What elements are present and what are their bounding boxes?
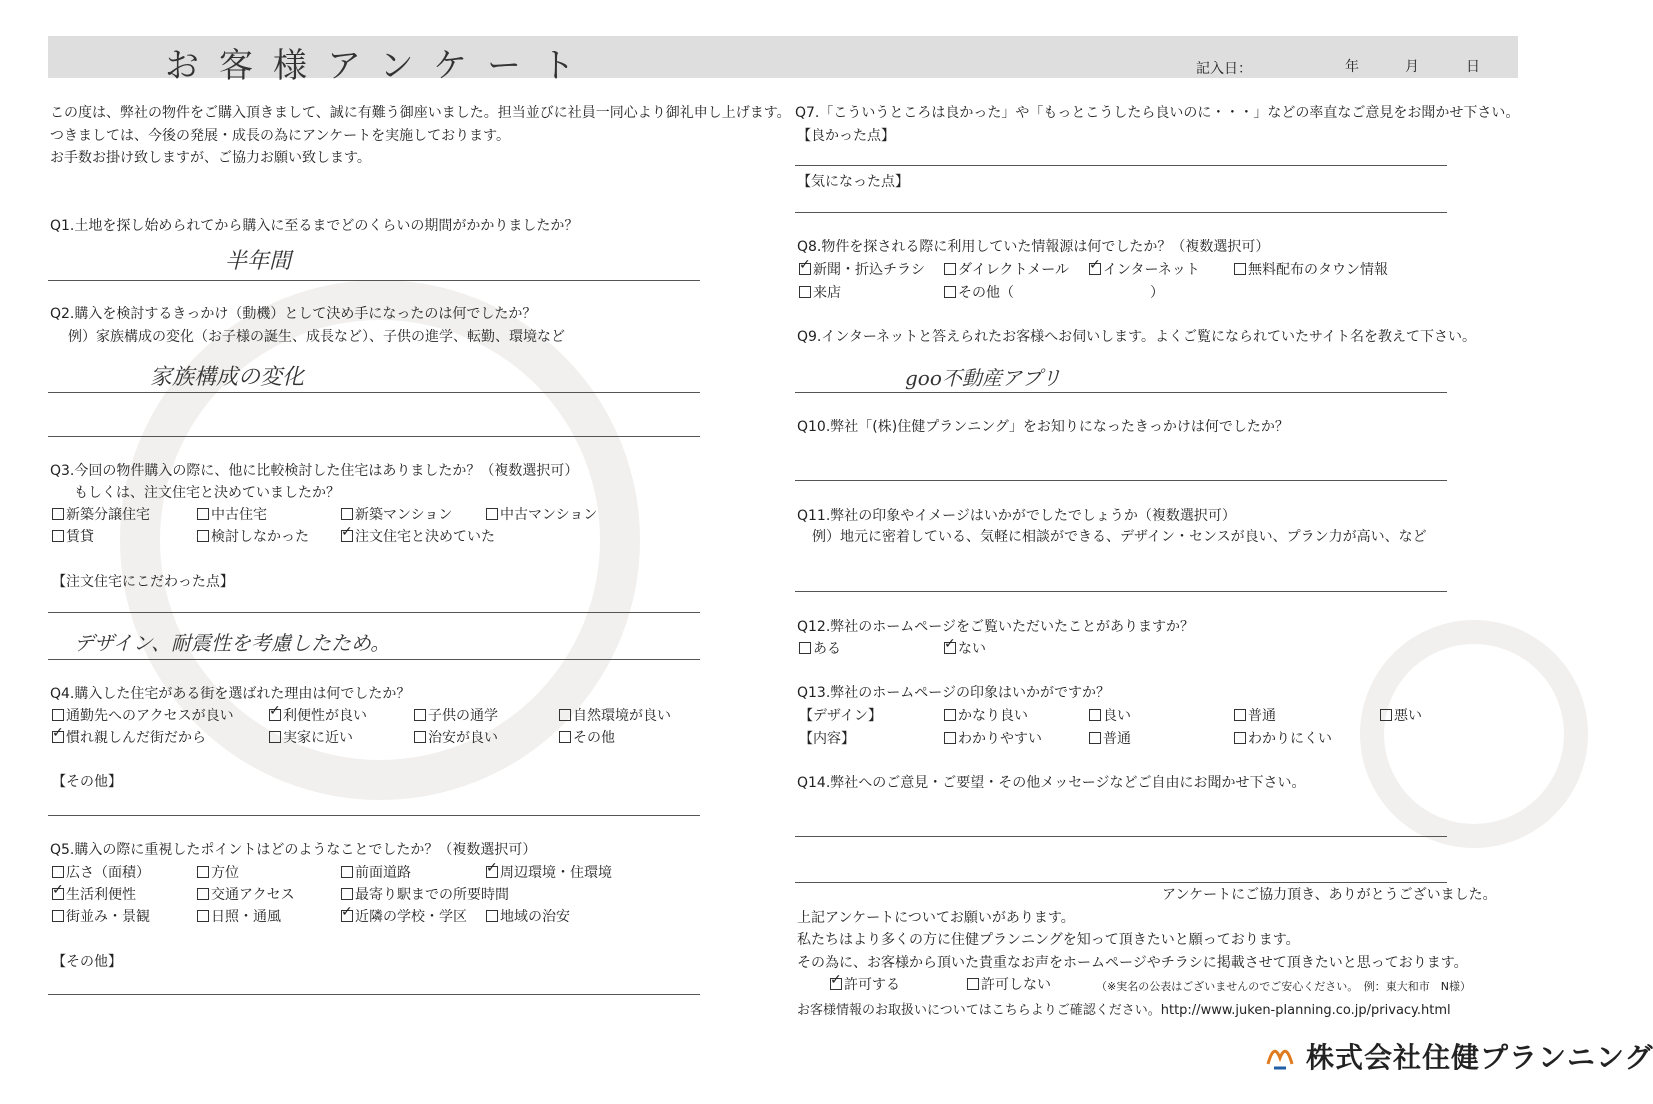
checkbox[interactable] (197, 530, 209, 542)
q13-design-label: 【デザイン】 (799, 708, 883, 724)
q5-option-area-safety[interactable]: 地域の治安 (486, 908, 570, 926)
q5-option-station-time[interactable]: 最寄り駅までの所要時間 (341, 886, 509, 904)
q4-option-other[interactable]: その他 (559, 729, 615, 747)
checkbox[interactable] (197, 508, 209, 520)
checkbox-checked[interactable] (1089, 263, 1101, 275)
q4-option-commute[interactable]: 通勤先へのアクセスが良い (52, 707, 234, 725)
q2-text: Q2.購入を検討するきっかけ（動機）として決め手になったのは何でしたか？ (50, 306, 537, 322)
q12-option-no[interactable]: ✓ ない (944, 640, 986, 658)
q5-option-area[interactable]: 広さ（面積） (52, 864, 150, 882)
q5-option-living-convenience[interactable]: ✓生活利便性 (52, 886, 136, 904)
checkbox[interactable] (799, 642, 811, 654)
q4-option-school[interactable]: 子供の通学 (414, 707, 498, 725)
q10-text: Q10.弊社「(株)住健プランニング」をお知りになったきっかけは何でしたか？ (797, 419, 1289, 435)
q4-option-safety[interactable]: 治安が良い (414, 729, 498, 747)
q3-option-new-house[interactable]: 新築分譲住宅 (52, 506, 150, 524)
footer-thanks: アンケートにご協力頂き、ありがとうございました。 (1162, 887, 1497, 903)
q11-text: Q11.弊社の印象やイメージはいかがでしたでしょうか（複数選択可） (797, 508, 1236, 524)
q7-concern-label: 【気になった点】 (797, 174, 909, 190)
checkbox-checked[interactable] (52, 888, 64, 900)
q8-option-internet[interactable]: ✓ インターネット (1089, 261, 1200, 279)
checkbox-checked[interactable] (830, 978, 842, 990)
checkbox[interactable] (1234, 732, 1246, 744)
footer-note: （※実名の公表はございませんのでご安心ください。 例：東大和市 N様） (1096, 980, 1471, 993)
checkbox-checked[interactable] (52, 731, 64, 743)
footer-request-3: その為に、お客様から頂いた貴重なお声をホームページやチラシに掲載させて頂きたいと思っております。 (797, 955, 1468, 971)
checkbox[interactable] (799, 286, 811, 298)
checkbox[interactable] (1234, 709, 1246, 721)
q10-answer-line (795, 480, 1447, 481)
checkbox-checked[interactable] (269, 709, 281, 721)
checkbox[interactable] (52, 508, 64, 520)
q4-option-familiar[interactable]: ✓慣れ親しんだ街だから (52, 729, 206, 747)
checkbox-checked[interactable] (944, 642, 956, 654)
checkbox[interactable] (197, 910, 209, 922)
checkbox-checked[interactable] (341, 530, 353, 542)
q2-answer[interactable]: 家族構成の変化 (150, 365, 305, 390)
q4-option-nature[interactable]: 自然環境が良い (559, 707, 671, 725)
q8-option-direct-mail[interactable]: ダイレクトメール (944, 261, 1069, 279)
date-label: 記入日： (1196, 61, 1252, 77)
intro-line-3: お手数お掛け致しますが、ご協力お願い致します。 (50, 150, 371, 166)
q14-answer-line-1 (795, 836, 1447, 837)
q2-answer-line-1 (48, 392, 700, 393)
q9-answer[interactable]: goo不動産アプリ (905, 366, 1062, 390)
q3-option-used-house[interactable]: 中古住宅 (197, 506, 267, 524)
checkbox[interactable] (486, 910, 498, 922)
checkbox[interactable] (486, 508, 498, 520)
q13-design-normal[interactable]: 普通 (1234, 707, 1276, 725)
checkbox[interactable] (559, 709, 571, 721)
q1-answer-line (48, 280, 700, 281)
checkbox[interactable] (52, 866, 64, 878)
q12-text: Q12.弊社のホームページをご覧いただいたことがありますか？ (797, 619, 1195, 635)
q1-text: Q1.土地を探し始められてから購入に至るまでどのくらいの期間がかかりましたか？ (50, 218, 579, 234)
q3-option-rental[interactable]: 賃貸 (52, 528, 94, 546)
q5-option-direction[interactable]: 方位 (197, 864, 239, 882)
checkbox[interactable] (52, 709, 64, 721)
checkbox[interactable] (559, 731, 571, 743)
q8-other-close: ） (1150, 285, 1164, 301)
checkbox[interactable] (341, 866, 353, 878)
q5-option-transport[interactable]: 交通アクセス (197, 886, 295, 904)
q3-text-2: もしくは、注文住宅と決めていましたか？ (74, 485, 340, 501)
q7-good-label: 【良かった点】 (797, 128, 895, 144)
q5-option-sunlight[interactable]: 日照・通風 (197, 908, 281, 926)
q13-design-good[interactable]: 良い (1089, 707, 1131, 725)
checkbox[interactable] (1089, 732, 1101, 744)
q5-other-line (48, 994, 700, 995)
q8-option-visit[interactable]: 来店 (799, 284, 841, 302)
q5-option-environment[interactable]: ✓ 周辺環境・住環境 (486, 864, 612, 882)
checkbox[interactable] (197, 888, 209, 900)
checkbox[interactable] (944, 286, 956, 298)
q11-answer-line (795, 591, 1447, 592)
intro-line-1: この度は、弊社の物件をご購入頂きまして、誠に有難う御座いました。担当並びに社員一同心より御礼申し上げます。 (50, 105, 791, 121)
q3-sub-label: 【注文住宅にこだわった点】 (52, 574, 234, 590)
checkbox-checked[interactable] (799, 263, 811, 275)
q12-option-yes[interactable]: ある (799, 640, 841, 658)
q1-answer[interactable]: 半年間 (225, 249, 292, 274)
q7-text: Q7.「こういうところは良かった」や「もっとこうしたら良いのに・・・」などの率直なご意見をお聞かせ下さい。 (795, 105, 1520, 121)
watermark-ring-right (1360, 620, 1588, 848)
intro-line-2: つきましては、今後の発展・成長の為にアンケートを実施しております。 (50, 128, 511, 144)
date-month: 月 (1405, 59, 1419, 75)
q11-example: 例）地元に密着している、気軽に相談ができる、デザイン・センスが良い、プラン力が高い、など (812, 529, 1427, 545)
q4-other-line (48, 815, 700, 816)
q4-other-label: 【その他】 (52, 774, 122, 790)
q3-option-not-considered[interactable]: 検討しなかった (197, 528, 309, 546)
q8-text: Q8.物件を探される際に利用していた情報源は何でしたか？（複数選択可） (797, 239, 1270, 255)
q4-option-near-parents[interactable]: 実家に近い (269, 729, 353, 747)
q3-text: Q3.今回の物件購入の際に、他に比較検討した住宅はありましたか？（複数選択可） (50, 463, 579, 479)
q3-option-custom-house[interactable]: ✓ 注文住宅と決めていた (341, 528, 495, 546)
q5-text: Q5.購入の際に重視したポイントはどのようなことでしたか？（複数選択可） (50, 842, 537, 858)
checkbox-checked[interactable] (341, 910, 353, 922)
q13-text: Q13.弊社のホームページの印象はいかがですか？ (797, 685, 1111, 701)
checkbox[interactable] (269, 731, 281, 743)
date-year: 年 (1345, 59, 1359, 75)
footer-allow-option[interactable]: ✓許可する (830, 976, 900, 994)
page-title: お客様アンケート (165, 46, 595, 86)
checkbox[interactable] (967, 978, 979, 990)
q13-design-very-good[interactable]: かなり良い (944, 707, 1028, 725)
checkbox[interactable] (944, 709, 956, 721)
q13-design-bad[interactable]: 悪い (1380, 707, 1422, 725)
q2-answer-line-2 (48, 436, 700, 437)
q9-text: Q9.インターネットと答えられたお客様へお伺いします。よくご覧になられていたサイト名を教えて下さい。 (797, 329, 1477, 345)
q13-content-label: 【内容】 (799, 731, 855, 747)
q5-option-school-district[interactable]: ✓ 近隣の学校・学区 (341, 908, 467, 926)
q13-content-clear[interactable]: わかりやすい (944, 730, 1042, 748)
q4-text: Q4.購入した住宅がある街を選ばれた理由は何でしたか？ (50, 686, 411, 702)
q5-option-front-road[interactable]: 前面道路 (341, 864, 411, 882)
q5-other-label: 【その他】 (52, 954, 122, 970)
q3-option-new-mansion[interactable]: 新築マンション (341, 506, 452, 524)
checkbox[interactable] (52, 910, 64, 922)
q3-sub-answer[interactable]: デザイン、耐震性を考慮したため。 (74, 631, 391, 655)
checkbox[interactable] (414, 709, 426, 721)
checkbox[interactable] (341, 508, 353, 520)
footer-privacy[interactable]: お客様情報のお取扱いについてはこちらよりご確認ください。http://www.juken-planning.co.jp/privacy.html (797, 1003, 1451, 1018)
checkbox[interactable] (197, 866, 209, 878)
company-logo-icon (1264, 1038, 1296, 1072)
q13-content-unclear[interactable]: わかりにくい (1234, 730, 1332, 748)
q14-answer-line-2 (795, 882, 1447, 883)
footer-deny-option[interactable]: 許可しない (967, 976, 1051, 994)
checkbox-checked[interactable] (486, 866, 498, 878)
q8-option-newspaper[interactable]: ✓新聞・折込チラシ (799, 261, 925, 279)
q7-concern-line (795, 212, 1447, 213)
q2-example: 例）家族構成の変化（お子様の誕生、成長など）、子供の進学、転勤、環境など (68, 329, 565, 345)
q9-answer-line (795, 392, 1447, 393)
q7-good-line (795, 165, 1447, 166)
q3-sub-line-1 (48, 612, 700, 613)
checkbox[interactable] (944, 263, 956, 275)
footer-request-1: 上記アンケートについてお願いがあります。 (797, 910, 1075, 926)
checkbox[interactable] (414, 731, 426, 743)
date-day: 日 (1466, 59, 1480, 75)
company-logo-text: 株式会社住健プランニング (1306, 1041, 1653, 1074)
q5-option-streetscape[interactable]: 街並み・景観 (52, 908, 150, 926)
q8-option-town-info[interactable]: 無料配布のタウン情報 (1234, 261, 1388, 279)
footer-request-2: 私たちはより多くの方に住健プランニングを知って頂きたいと願っております。 (797, 932, 1300, 948)
checkbox[interactable] (1380, 709, 1392, 721)
q8-option-other[interactable]: その他（ (944, 284, 1014, 302)
q4-option-convenience[interactable]: ✓ 利便性が良い (269, 707, 367, 725)
q13-content-normal[interactable]: 普通 (1089, 730, 1131, 748)
q3-sub-line-2 (48, 659, 700, 660)
checkbox[interactable] (52, 530, 64, 542)
checkbox[interactable] (1234, 263, 1246, 275)
checkbox[interactable] (1089, 709, 1101, 721)
checkbox[interactable] (944, 732, 956, 744)
q14-text: Q14.弊社へのご意見・ご要望・その他メッセージなどご自由にお聞かせ下さい。 (797, 775, 1306, 791)
q3-option-used-mansion[interactable]: 中古マンション (486, 506, 597, 524)
checkbox[interactable] (341, 888, 353, 900)
